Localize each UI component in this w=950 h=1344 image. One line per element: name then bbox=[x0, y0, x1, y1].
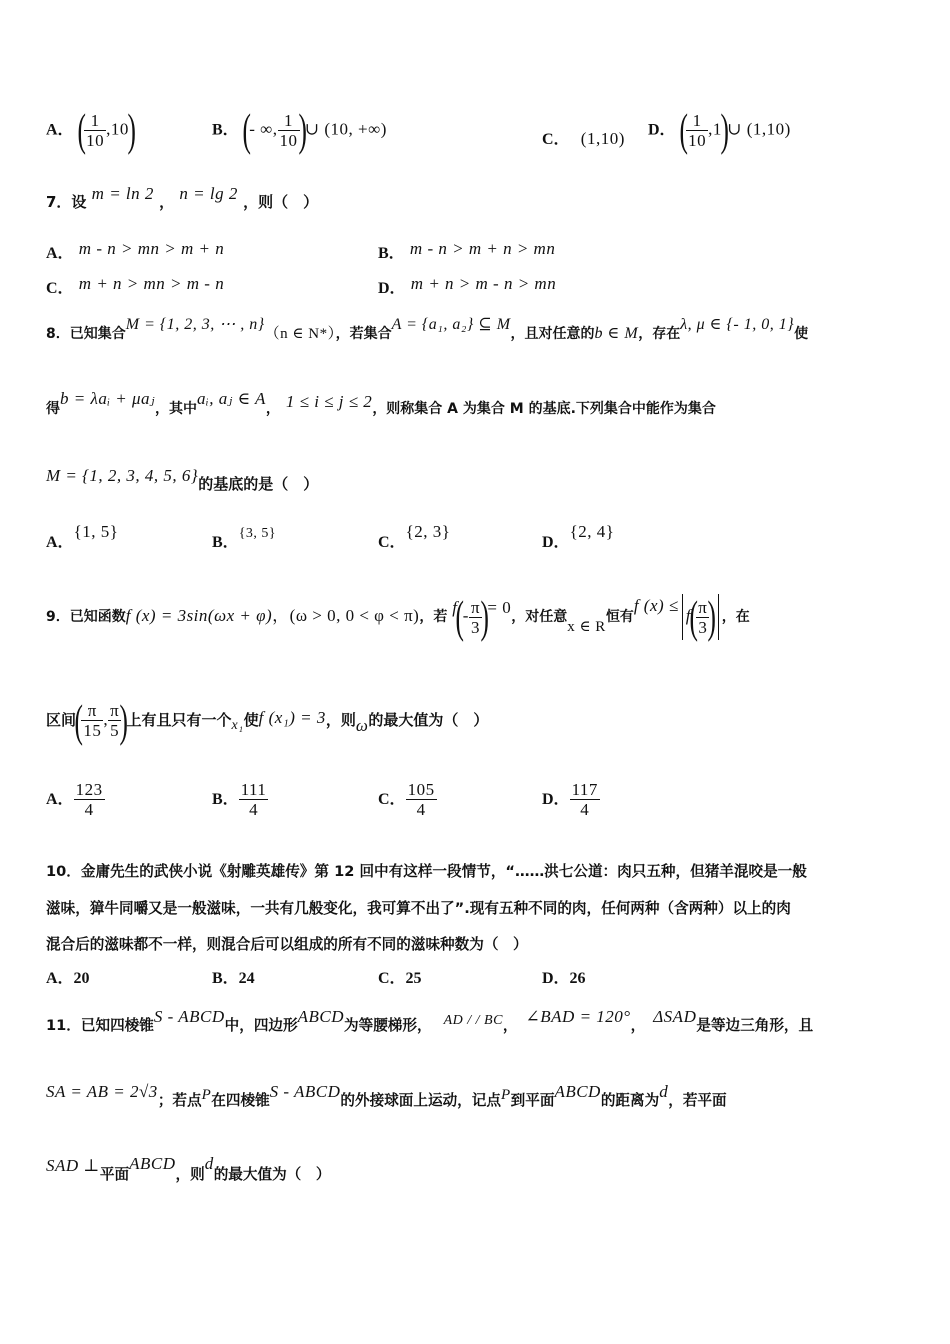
text: 使 bbox=[243, 711, 259, 729]
text: ，则 bbox=[325, 711, 356, 729]
text: 的最大值为（ ） bbox=[213, 1166, 331, 1183]
math-set-m: M = {1, 2, 3, ⋯ , n} bbox=[125, 316, 265, 333]
q9-option-c[interactable] bbox=[378, 776, 437, 823]
text: ，其中 bbox=[155, 401, 198, 417]
option-label: B． bbox=[378, 245, 405, 262]
q9-line-2: 区间( $\frac{\pi}{15}$ , $\frac{\pi}{5}$ )上有且只有一个x₁使f (x₁) = 3，则ω的最大值为（ ） bbox=[46, 694, 489, 746]
fraction: $\frac{\pi}{15}$ bbox=[83, 701, 102, 740]
fraction: $\frac{105}{4}$ bbox=[407, 780, 435, 819]
option-label: D． bbox=[378, 280, 406, 297]
option-value: (1,10) bbox=[580, 129, 625, 148]
q11-line-2 bbox=[46, 1082, 727, 1111]
fraction: $\frac{\pi}{3}$ bbox=[698, 597, 708, 637]
math-b-in-m: b ∈ M bbox=[594, 325, 639, 342]
abs-bar-right bbox=[718, 594, 719, 640]
option-label: A． bbox=[46, 121, 74, 139]
text: ， bbox=[630, 1017, 646, 1034]
option-value: {1, 5} bbox=[73, 522, 119, 541]
text: 是等边三角形，且 bbox=[696, 1017, 814, 1034]
option-label: D． bbox=[542, 534, 570, 551]
text: ；若点 bbox=[157, 1092, 202, 1109]
left-paren: ( bbox=[679, 104, 688, 155]
left-paren: ( bbox=[455, 591, 465, 642]
option-value: m + n > mn > m - n bbox=[78, 274, 225, 293]
text: 平面 bbox=[99, 1166, 130, 1183]
text: ，在 bbox=[721, 609, 750, 625]
text: 使 bbox=[794, 326, 809, 342]
option-value: - ∞, bbox=[249, 119, 278, 139]
math-x1: x₁ bbox=[231, 718, 244, 733]
q8-line-1 bbox=[46, 316, 809, 344]
q6-option-b[interactable] bbox=[212, 104, 387, 155]
text: 9．已知函数 bbox=[46, 609, 126, 625]
option-label: C． bbox=[378, 791, 406, 808]
math-plane: ABCD bbox=[129, 1154, 176, 1173]
text: ，且对任意的 bbox=[510, 326, 595, 342]
q6-option-d[interactable] bbox=[648, 104, 791, 155]
text: 的最大值为（ ） bbox=[368, 711, 489, 729]
option-label: C． bbox=[378, 534, 406, 551]
fraction: $\frac{111}{4}$ bbox=[240, 780, 267, 819]
right-paren: ) bbox=[297, 104, 307, 155]
text: 在四棱锥 bbox=[211, 1092, 270, 1109]
fraction: $\frac{1}{10}$ bbox=[86, 110, 105, 150]
text: ，对任意 bbox=[511, 609, 568, 625]
math-lambda-mu: λ, μ ∈ {- 1, 0, 1} bbox=[680, 316, 795, 333]
math-inequality: f (x) ≤ bbox=[633, 596, 679, 615]
q8-line-3 bbox=[46, 466, 319, 494]
left-paren: ( bbox=[689, 591, 698, 642]
q8-option-c[interactable] bbox=[378, 522, 451, 553]
q10-option-c[interactable]: C．25 bbox=[378, 970, 422, 987]
q7-option-c[interactable] bbox=[46, 274, 225, 299]
q7-stem bbox=[46, 184, 319, 212]
math-parallel: AD / / BC bbox=[443, 1013, 503, 1028]
fraction: $\frac{123}{4}$ bbox=[75, 780, 103, 819]
right-paren: ) bbox=[707, 591, 717, 642]
fraction: $\frac{\pi}{5}$ bbox=[110, 701, 120, 740]
math-triangle: ΔSAD bbox=[653, 1007, 697, 1026]
option-value: m - n > m + n > mn bbox=[409, 239, 556, 258]
text: 8．已知集合 bbox=[46, 326, 126, 342]
math-distance: d bbox=[204, 1154, 214, 1173]
math-condition: ，(ω > 0, 0 < φ < π) bbox=[272, 606, 420, 625]
fraction: $\frac{117}{4}$ bbox=[571, 780, 598, 819]
text: ，若平面 bbox=[668, 1092, 727, 1109]
text: ， bbox=[265, 401, 280, 417]
right-paren: ) bbox=[119, 694, 129, 746]
q8-option-d[interactable] bbox=[542, 522, 615, 553]
q8-option-b[interactable] bbox=[212, 526, 277, 554]
math-expression: b = λaᵢ + μaⱼ bbox=[60, 389, 156, 408]
option-value: m - n > mn > m + n bbox=[78, 239, 225, 258]
math-f: f bbox=[685, 606, 691, 625]
math-plane: ABCD bbox=[554, 1082, 601, 1101]
math-pyramid: S - ABCD bbox=[153, 1007, 225, 1026]
text: ， bbox=[502, 1017, 518, 1034]
option-label: B． bbox=[212, 534, 239, 551]
option-label: A． bbox=[46, 534, 74, 551]
math-n: n = lg 2 bbox=[179, 184, 238, 203]
separator: ， bbox=[159, 193, 175, 211]
math-minus: - bbox=[462, 606, 469, 625]
math-function: f (x) = 3sin(ωx + φ) bbox=[125, 606, 273, 625]
math-omega: ω bbox=[355, 716, 369, 735]
math-quadrilateral: ABCD bbox=[297, 1007, 344, 1026]
q10-option-d[interactable]: D．26 bbox=[542, 970, 586, 987]
math-point-p: P bbox=[201, 1087, 212, 1103]
left-paren: ( bbox=[242, 104, 251, 155]
option-label: D． bbox=[648, 121, 676, 139]
math-f: f bbox=[452, 598, 458, 617]
math-distance: d bbox=[659, 1082, 669, 1101]
math-point-p: P bbox=[500, 1087, 511, 1103]
math-membership: aᵢ, aⱼ ∈ A bbox=[197, 389, 266, 408]
option-value: ,1 bbox=[708, 119, 722, 139]
option-value: {3, 5} bbox=[238, 526, 277, 541]
math-pyramid: S - ABCD bbox=[269, 1082, 341, 1101]
left-paren: ( bbox=[74, 694, 83, 746]
option-label: C． bbox=[542, 131, 570, 148]
text: 上有且只有一个 bbox=[126, 711, 232, 729]
text: ，则 bbox=[175, 1166, 205, 1183]
fraction: $\frac{1}{10}$ bbox=[279, 110, 298, 150]
text: 的外接球面上运动，记点 bbox=[340, 1092, 501, 1109]
q10-line-3: 混合后的滋味都不一样，则混合后可以组成的所有不同的滋味种数为（ ） bbox=[46, 936, 528, 953]
right-paren: ) bbox=[127, 104, 136, 155]
text: ，存在 bbox=[638, 326, 681, 342]
math-angle: ∠BAD = 120° bbox=[525, 1007, 631, 1026]
text: 为等腰梯形， bbox=[344, 1017, 432, 1034]
left-paren: ( bbox=[77, 104, 86, 155]
option-label: A． bbox=[46, 245, 74, 262]
q9-option-d[interactable] bbox=[542, 776, 600, 823]
option-label: C． bbox=[46, 280, 74, 297]
q8-line-2 bbox=[46, 389, 716, 419]
q9-option-b[interactable] bbox=[212, 776, 268, 823]
math-perpendicular: SAD ⊥ bbox=[46, 1156, 100, 1175]
option-label: A． bbox=[46, 791, 74, 808]
math-m: m = ln 2 bbox=[91, 184, 154, 203]
q8-option-a[interactable] bbox=[46, 522, 119, 553]
option-label: D． bbox=[542, 791, 570, 808]
text: 中，四边形 bbox=[224, 1017, 298, 1034]
option-label: B． bbox=[212, 121, 239, 139]
text: 到平面 bbox=[510, 1092, 555, 1109]
q11-line-1 bbox=[46, 1007, 814, 1037]
fraction: $\frac{1}{10}$ bbox=[688, 110, 707, 150]
q10-option-b[interactable]: B．24 bbox=[212, 970, 255, 987]
math-equals-zero: = 0 bbox=[487, 598, 512, 617]
q9-option-a[interactable] bbox=[46, 776, 105, 823]
math-equation: SA = AB = 2√3 bbox=[46, 1082, 158, 1101]
q10-option-a[interactable]: A．20 bbox=[46, 970, 90, 987]
option-value-union: ∪ (1,10) bbox=[727, 119, 791, 139]
q11-line-3 bbox=[46, 1154, 331, 1185]
option-value: ,10 bbox=[106, 119, 129, 139]
abs-bar-left bbox=[682, 594, 683, 640]
q7-option-d[interactable] bbox=[378, 274, 557, 299]
q10-line-2: 滋味，獐牛同嚼又是一般滋味，一共有几般变化，我可算不出了”.现有五种不同的肉，任何两种（含两种）以上的肉 bbox=[46, 900, 791, 917]
text: 得 bbox=[46, 401, 60, 417]
text: 的距离为 bbox=[600, 1092, 660, 1109]
option-value: m + n > m - n > mn bbox=[410, 274, 557, 293]
text: ，若集合 bbox=[335, 326, 392, 342]
right-paren: ) bbox=[720, 104, 729, 155]
math-set-a: A = {a₁, a₂} ⊆ M bbox=[391, 316, 511, 333]
text: 恒有 bbox=[605, 609, 634, 625]
option-value-union: ∪ (10, +∞) bbox=[304, 119, 387, 139]
option-value: {2, 4} bbox=[569, 522, 615, 541]
math-inequality: 1 ≤ i ≤ j ≤ 2 bbox=[285, 392, 373, 411]
text: 区间 bbox=[46, 711, 77, 729]
question-number: 7．设 bbox=[46, 193, 87, 211]
math-set-m: M = {1, 2, 3, 4, 5, 6} bbox=[46, 466, 199, 485]
q6-option-a[interactable] bbox=[46, 104, 136, 155]
text: ，则称集合 A 为集合 M 的基底.下列集合中能作为集合 bbox=[372, 401, 716, 417]
option-value: {2, 3} bbox=[405, 522, 451, 541]
math-fx1: f (x₁) = 3 bbox=[258, 708, 326, 727]
q10-line-1: 10．金庸先生的武侠小说《射雕英雄传》第 12 回中有这样一段情节，“……洪七公道：肉只五种，但猪羊混咬是一般 bbox=[46, 863, 807, 880]
text: 11．已知四棱锥 bbox=[46, 1017, 154, 1034]
math-condition: （n ∈ N*） bbox=[264, 326, 336, 342]
q7-option-b[interactable] bbox=[378, 239, 556, 264]
q6-option-c[interactable] bbox=[542, 129, 625, 150]
fraction: $\frac{\pi}{3}$ bbox=[470, 597, 481, 637]
q9-line-1 bbox=[46, 588, 750, 645]
option-label: B． bbox=[212, 791, 239, 808]
q7-option-a[interactable] bbox=[46, 239, 225, 264]
text: ，若 bbox=[419, 609, 448, 625]
question-tail: ，则（ ） bbox=[243, 193, 319, 211]
text: 的基底的是（ ） bbox=[198, 475, 319, 493]
math-x-in-r: x ∈ R bbox=[567, 619, 606, 635]
right-paren: ) bbox=[480, 591, 489, 642]
